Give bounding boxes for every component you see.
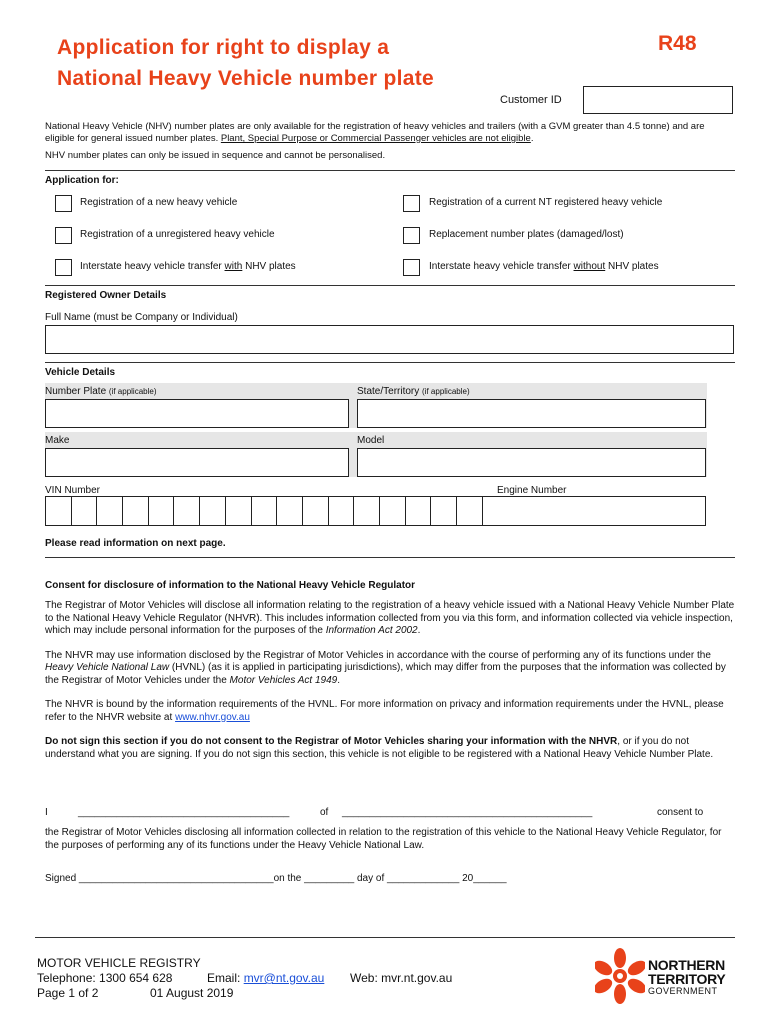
consent-p4-bold: Do not sign this section if you do not consent to the Registrar of Motor Vehicles sharing your information with the NHVR (45, 736, 618, 747)
state-label-text: State/Territory (357, 386, 420, 397)
option-transfer-with (80, 261, 296, 272)
footer-email-link[interactable]: mvr@nt.gov.au (243, 971, 325, 985)
vin-char-cell[interactable] (72, 497, 98, 525)
consent-name-blank[interactable]: ______________________________________ (78, 807, 290, 818)
consent-p1a: The Registrar of Motor Vehicles will disclose all information relating to the registration of a heavy vehicle issued with a National Heavy Vehicle Number Plate to the National Heavy Vehicle Regulator (NHVR). This includes information collected from you via this form, and information collected via vehicle inspection, which may include personal information for the purposes of the (45, 600, 735, 636)
form-title (57, 32, 434, 94)
footer-page: Page 1 of 2 (37, 986, 99, 1000)
consent-body (45, 600, 735, 761)
option-current-nt: Registration of a current NT registered heavy vehicle (429, 197, 663, 208)
vin-char-cell[interactable] (329, 497, 355, 525)
vin-char-cell[interactable] (354, 497, 380, 525)
consent-p1b: Information Act 2002 (325, 625, 418, 636)
make-field[interactable] (45, 448, 349, 477)
vehicle-heading: Vehicle Details (45, 367, 116, 378)
option-transfer-with-pre: Interstate heavy vehicle transfer (80, 261, 225, 272)
vin-char-cell[interactable] (277, 497, 303, 525)
logo-line-1: NORTHERN (648, 957, 725, 973)
checkbox-current-nt[interactable] (403, 195, 420, 212)
vin-char-cell[interactable] (97, 497, 123, 525)
form-title-line2: National Heavy Vehicle number plate (57, 67, 434, 90)
option-transfer-with-post: NHV plates (242, 261, 296, 272)
consent-to-label: consent to (657, 807, 704, 818)
checkbox-replacement[interactable] (403, 227, 420, 244)
logo-line-3: GOVERNMENT (648, 986, 718, 996)
vin-char-cell[interactable] (200, 497, 226, 525)
nt-government-logo-icon (595, 948, 645, 1004)
checkbox-transfer-without[interactable] (403, 259, 420, 276)
option-transfer-without-u: without (573, 261, 606, 272)
number-plate-field[interactable] (45, 399, 349, 428)
footer-divider (35, 937, 735, 938)
engine-label: Engine Number (497, 485, 567, 496)
vin-char-cell[interactable] (406, 497, 432, 525)
checkbox-unregistered[interactable] (55, 227, 72, 244)
divider (45, 285, 735, 286)
footer-email-wrap (207, 971, 324, 986)
footer-email-label: Email: (207, 971, 244, 985)
intro-sequence: NHV number plates can only be issued in sequence and cannot be personalised. (45, 150, 386, 161)
intro-ineligible: Plant, Special Purpose or Commercial Passenger vehicles are not eligible (220, 133, 531, 144)
vin-char-cell[interactable] (252, 497, 278, 525)
checkbox-transfer-with[interactable] (55, 259, 72, 276)
vin-engine-grid (45, 496, 706, 526)
state-label (357, 386, 470, 397)
full-name-field[interactable] (45, 325, 734, 354)
application-heading: Application for: (45, 175, 119, 186)
consent-para-1 (45, 600, 735, 638)
footer-org: MOTOR VEHICLE REGISTRY (37, 956, 201, 970)
option-replacement: Replacement number plates (damaged/lost) (429, 229, 624, 240)
consent-p4-rest: , or if you do not understand what you are signing. If you do not sign this section, this vehicle is not eligible to be registered with a National Heavy Vehicle Number Plate. (45, 736, 714, 760)
logo-line-2: TERRITORY (648, 971, 726, 987)
consent-i-label: I (45, 807, 48, 818)
checkbox-new-vehicle[interactable] (55, 195, 72, 212)
footer-phone: Telephone: 1300 654 628 (37, 971, 173, 985)
consent-para-2 (45, 650, 735, 688)
owner-heading: Registered Owner Details (45, 290, 167, 301)
consent-p2e: . (337, 674, 340, 686)
vin-label: VIN Number (45, 485, 101, 496)
option-unregistered: Registration of a unregistered heavy vehicle (80, 229, 275, 240)
consent-p2d: Motor Vehicles Act 1949 (229, 674, 338, 686)
signature-line[interactable]: Signed ___________________________________on the _________ day of _____________ 20______ (45, 873, 507, 884)
option-transfer-without-pre: Interstate heavy vehicle transfer (429, 261, 574, 272)
footer-date: 01 August 2019 (150, 986, 234, 1000)
vin-char-cell[interactable] (431, 497, 457, 525)
divider (45, 170, 735, 171)
consent-para-5: the Registrar of Motor Vehicles disclosing all information collected in relation to the registration of this vehicle to the National Heavy Vehicle Regulator, for the purposes of performing any of its functions under the Heavy Vehicle National Law. (45, 827, 722, 851)
vin-char-cell[interactable] (123, 497, 149, 525)
consent-p3a: The NHVR is bound by the information requirements of the HVNL. For more information on privacy and information requirements under the HVNL, please refer to the NHVR website at (45, 699, 724, 723)
vin-char-cell[interactable] (380, 497, 406, 525)
intro-paragraph (45, 121, 735, 145)
vin-char-cell[interactable] (149, 497, 175, 525)
number-plate-label (45, 386, 157, 397)
state-note: (if applicable) (422, 387, 470, 396)
consent-p2a: The NHVR may use information disclosed by the Registrar of Motor Vehicles in accordance with the course of performing any of its functions under the (45, 649, 711, 661)
customer-id-field[interactable] (583, 86, 733, 114)
divider (45, 362, 735, 363)
form-title-line1: Application for right to display a (57, 36, 390, 59)
customer-id-label: Customer ID (500, 94, 562, 106)
consent-p2b: Heavy Vehicle National Law (45, 662, 170, 673)
vin-char-cell[interactable] (457, 497, 483, 525)
model-field[interactable] (357, 448, 706, 477)
consent-address-blank[interactable]: _____________________________________________ (342, 807, 593, 818)
vin-char-cell[interactable] (226, 497, 252, 525)
option-transfer-with-u: with (224, 261, 243, 272)
make-label: Make (45, 435, 70, 446)
desert-rose-icon (595, 948, 645, 1004)
divider (45, 557, 735, 558)
vin-char-cell[interactable] (46, 497, 72, 525)
consent-para-4 (45, 736, 735, 761)
consent-p1c: . (417, 625, 421, 636)
state-field[interactable] (357, 399, 706, 428)
form-code: R48 (658, 32, 697, 55)
intro-period: . (530, 133, 534, 144)
nt-government-wordmark (648, 958, 725, 996)
vin-char-cell[interactable] (303, 497, 329, 525)
consent-para-3 (45, 699, 735, 724)
option-transfer-without (429, 261, 659, 272)
read-next-page: Please read information on next page. (45, 538, 226, 549)
option-transfer-without-post: NHV plates (605, 261, 659, 272)
full-name-label: Full Name (must be Company or Individual) (45, 312, 238, 323)
vin-char-cell[interactable] (174, 497, 200, 525)
number-plate-label-text: Number Plate (45, 386, 107, 397)
footer-web: Web: mvr.nt.gov.au (350, 971, 453, 985)
intro-text: National Heavy Vehicle (NHV) number plates are only available for the registration of heavy vehicles and trailers (with a GVM greater than 4.5 tonne) and are eligible for general issued number plates. (45, 121, 705, 144)
consent-heading: Consent for disclosure of information to the National Heavy Vehicle Regulator (45, 580, 416, 591)
option-new-vehicle: Registration of a new heavy vehicle (80, 197, 238, 208)
nhvr-link[interactable]: www.nhvr.gov.au (175, 711, 250, 723)
model-label: Model (357, 435, 385, 446)
consent-p2c: (HVNL) (as it is applied in participating jurisdictions), which may differ from the purposes that the information was collected by the Registrar of Motor Vehicles under the (45, 662, 726, 686)
consent-of-label: of (320, 807, 329, 818)
engine-number-cell[interactable] (483, 497, 705, 525)
number-plate-note: (if applicable) (108, 387, 157, 396)
